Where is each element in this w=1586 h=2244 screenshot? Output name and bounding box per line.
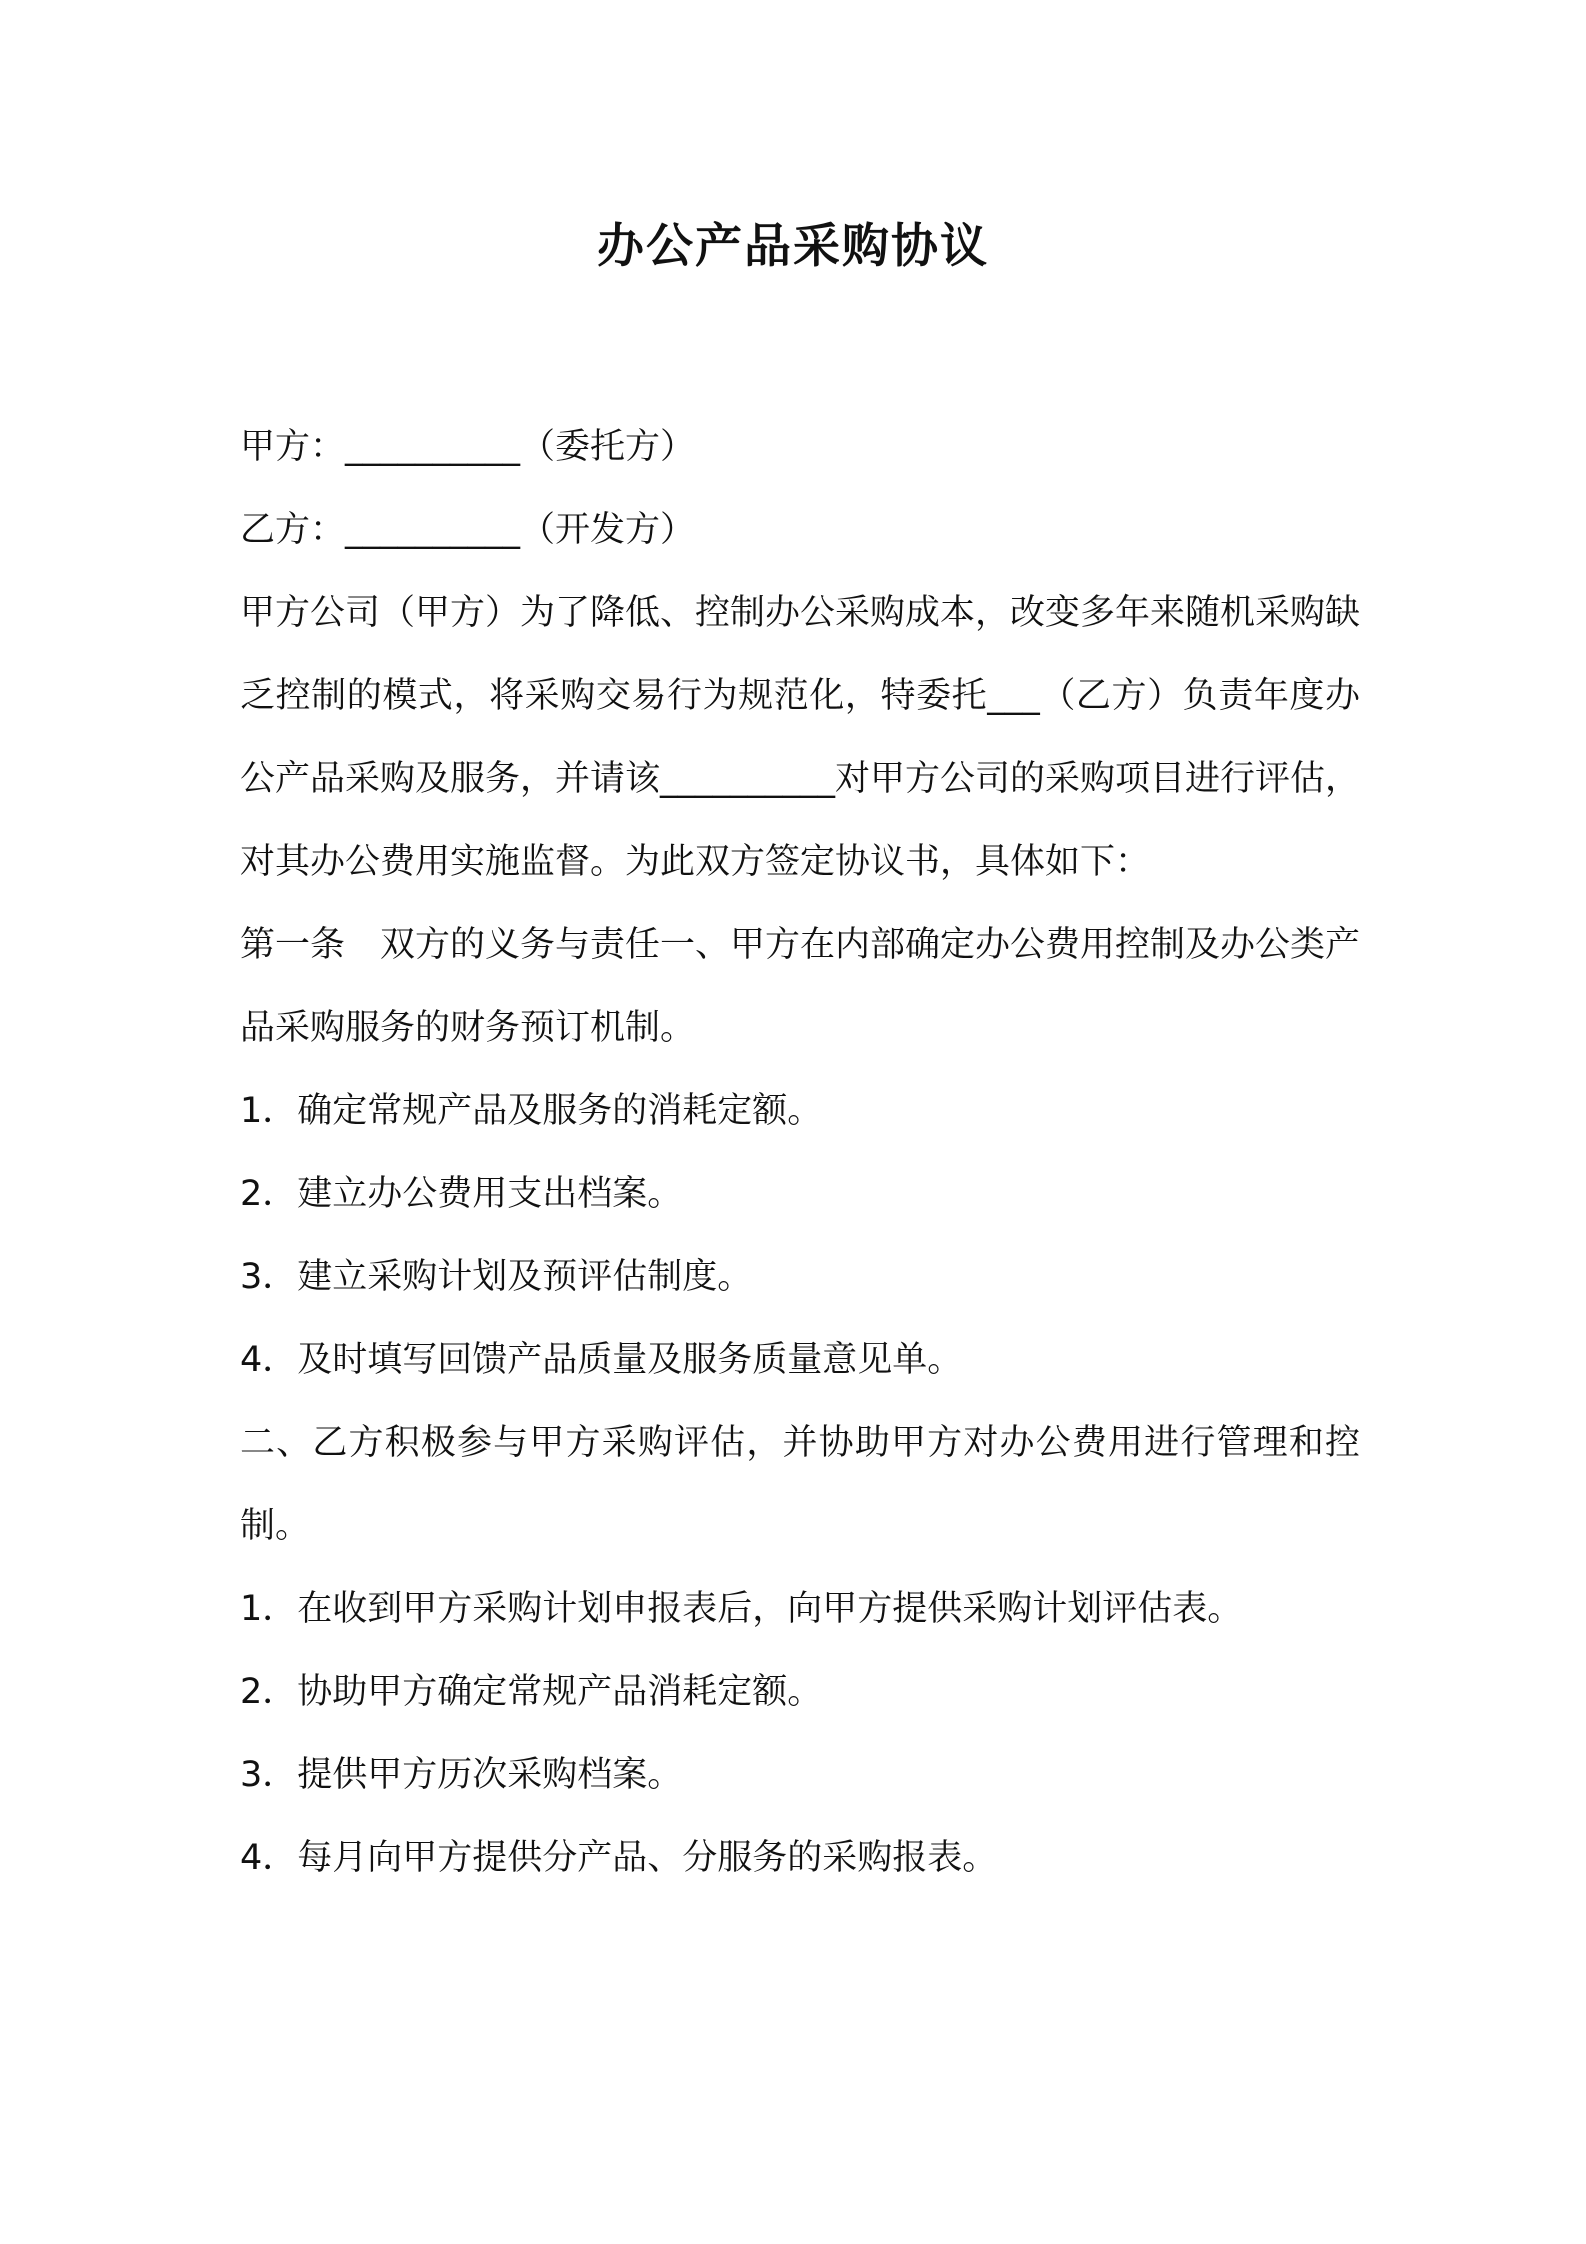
- article-one-paragraph: 第一条 双方的义务与责任一、甲方在内部确定办公费用控制及办公类产品采购服务的财务预订机制。: [240, 925, 1361, 1048]
- party-b-item-2: 2．协助甲方确定常规产品消耗定额。: [240, 1672, 823, 1712]
- party-a-item-2: 2．建立办公费用支出档案。: [240, 1174, 683, 1214]
- document-title: 办公产品采购协议: [597, 219, 989, 274]
- preamble-paragraph: 甲方公司（甲方）为了降低、控制办公采购成本，改变多年来随机采购缺乏控制的模式，将采购交易行为规范化，特委托___（乙方）负责年度办公产品采购及服务，并请该__________对甲方公司的采购项目进行评估，对其办公费用实施监督。为此双方签定协议书，具体如下：: [240, 593, 1361, 882]
- party-a-item-3: 3．建立采购计划及预评估制度。: [240, 1257, 753, 1297]
- party-b-item-3: 3．提供甲方历次采购档案。: [240, 1755, 683, 1795]
- party-b-item-1: 1．在收到甲方采购计划申报表后，向甲方提供采购计划评估表。: [240, 1589, 1243, 1629]
- party-a-item-1: 1．确定常规产品及服务的消耗定额。: [240, 1091, 823, 1131]
- document-body: [240, 406, 1360, 1900]
- party-a-line: 甲方：__________（委托方）: [240, 427, 696, 467]
- party-a-item-4: 4．及时填写回馈产品质量及服务质量意见单。: [240, 1340, 963, 1380]
- party-b-line: 乙方：__________（开发方）: [240, 510, 696, 550]
- section-two-paragraph: 二、乙方积极参与甲方采购评估，并协助甲方对办公费用进行管理和控制。: [240, 1423, 1360, 1546]
- party-b-item-4: 4．每月向甲方提供分产品、分服务的采购报表。: [240, 1838, 998, 1878]
